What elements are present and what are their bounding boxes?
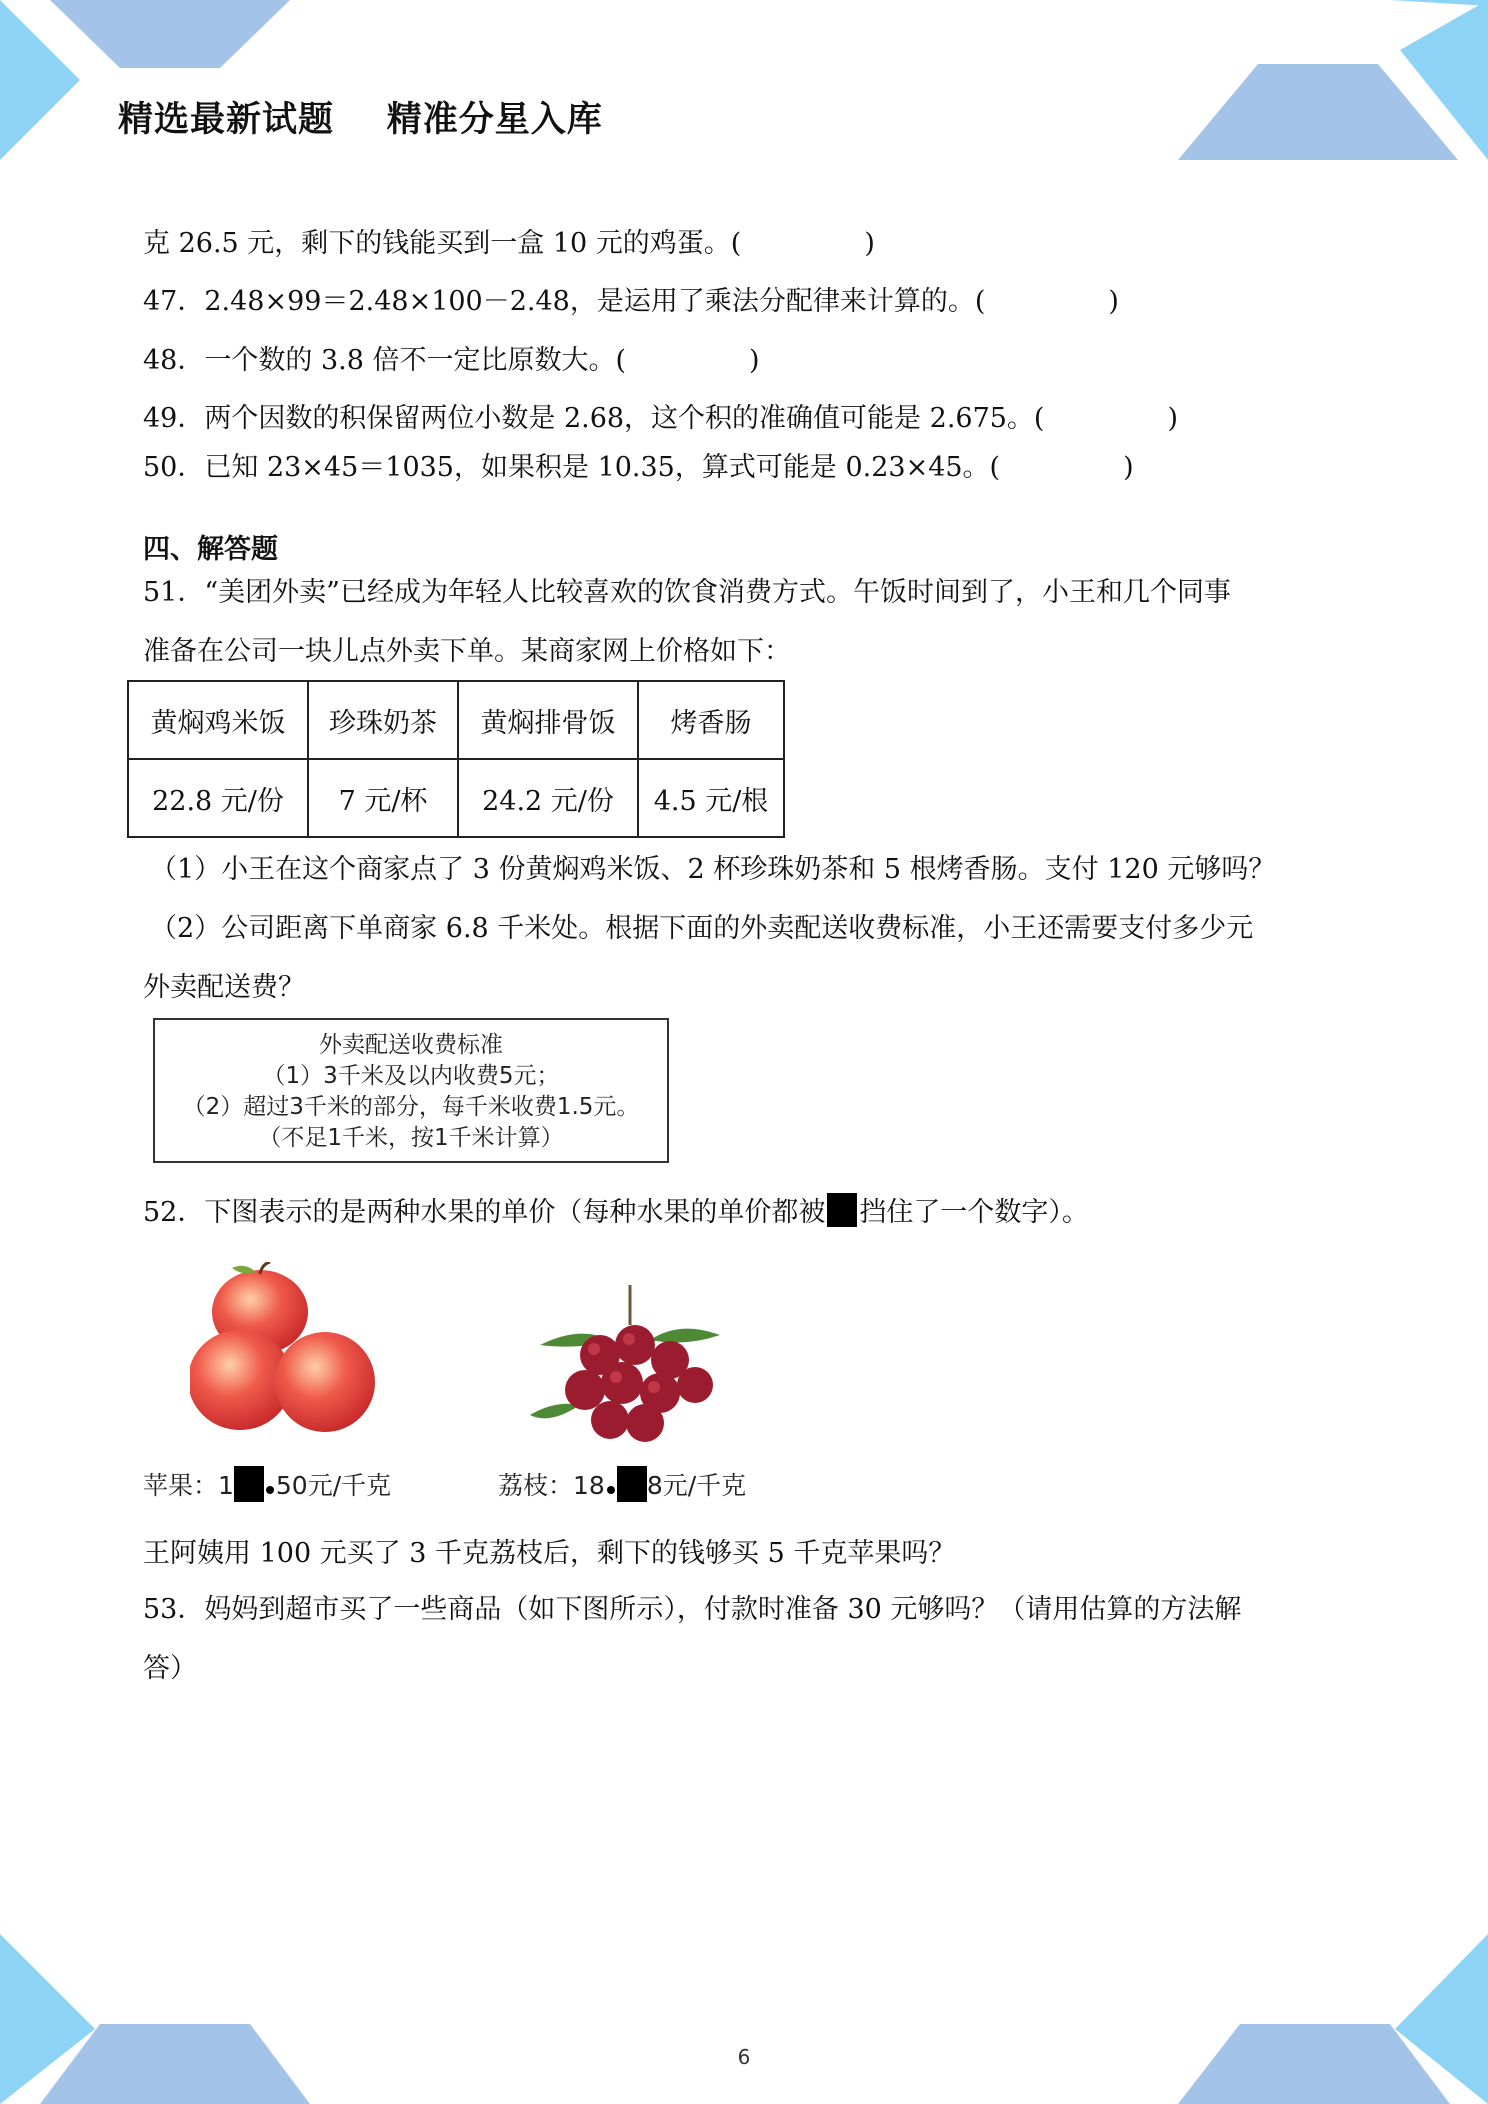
table-header-cell: 珍珠奶茶 [308, 681, 458, 759]
list-item: 50．已知 23×45＝1035，如果积是 10.35，算式可能是 0.23×45。( ) [143, 452, 1134, 483]
price-table [127, 680, 785, 838]
redaction-box-icon [617, 1466, 647, 1502]
section-heading: 四、解答题 [143, 534, 278, 565]
fee-title: 外卖配送收费标准 [319, 1032, 503, 1058]
list-item: 49．两个因数的积保留两位小数是 2.68，这个积的准确值可能是 2.675。( ) [143, 403, 1179, 434]
table-header-cell: 烤香肠 [638, 681, 784, 759]
table-row [128, 759, 784, 837]
q52-line: 52．下图表示的是两种水果的单价（每种水果的单价都被 挡住了一个数字）。 [143, 1193, 1089, 1231]
q51-line2: 准备在公司一块儿点外卖下单。某商家网上价格如下： [143, 636, 791, 667]
table-cell: 4.5 元/根 [638, 759, 784, 837]
q51-sub1: （1）小王在这个商家点了 3 份黄焖鸡米饭、2 杯珍珠奶茶和 5 根烤香肠。支付 120 元够吗？ [150, 854, 1276, 885]
q51-line1: 51．“美团外卖”已经成为年轻人比较喜欢的饮食消费方式。午饭时间到了，小王和几个同事 [143, 577, 1231, 608]
lychee-price-label: 荔枝：18 8元/千克 [498, 1466, 746, 1502]
apple-price-label: 苹果：1 50元/千克 [143, 1466, 391, 1502]
fee-rule-1: （1）3千米及以内收费5元； [262, 1063, 560, 1089]
fee-rule-3: （不足1千米，按1千米计算） [258, 1125, 564, 1151]
q51-sub2-line2: 外卖配送费？ [143, 972, 305, 1003]
lychee-image [520, 1285, 740, 1455]
q52-question: 王阿姨用 100 元买了 3 千克荔枝后，剩下的钱够买 5 千克苹果吗？ [143, 1538, 956, 1569]
list-item: 47．2.48×99＝2.48×100－2.48，是运用了乘法分配律来计算的。( ) [143, 286, 1119, 317]
table-cell: 22.8 元/份 [128, 759, 308, 837]
q53-line2: 答） [143, 1653, 197, 1684]
table-row [128, 681, 784, 759]
header-title: 精选最新试题 精准分星入库 [118, 100, 603, 140]
redaction-box-icon [234, 1466, 264, 1502]
corner-decoration-top [0, 0, 1488, 170]
page-number: 6 [737, 2045, 751, 2069]
delivery-fee-standard-box [153, 1018, 669, 1163]
apple-image [190, 1262, 390, 1437]
decimal-dot-icon [266, 1486, 274, 1494]
redaction-box-icon [827, 1193, 857, 1227]
corner-decoration-bottom [0, 1934, 1488, 2104]
fee-rule-2: （2）超过3千米的部分，每千米收费1.5元。 [182, 1094, 640, 1120]
table-header-cell: 黄焖排骨饭 [458, 681, 638, 759]
list-item: 48．一个数的 3.8 倍不一定比原数大。( ) [143, 345, 760, 376]
q53-line1: 53．妈妈到超市买了一些商品（如下图所示），付款时准备 30 元够吗？（请用估算的方法解 [143, 1594, 1242, 1625]
table-cell: 7 元/杯 [308, 759, 458, 837]
q51-sub2-line1: （2）公司距离下单商家 6.8 千米处。根据下面的外卖配送收费标准，小王还需要支付多少元 [150, 913, 1254, 944]
decimal-dot-icon [607, 1486, 615, 1494]
list-item: 克 26.5 元，剩下的钱能买到一盒 10 元的鸡蛋。( ) [143, 228, 875, 259]
table-header-cell: 黄焖鸡米饭 [128, 681, 308, 759]
table-cell: 24.2 元/份 [458, 759, 638, 837]
